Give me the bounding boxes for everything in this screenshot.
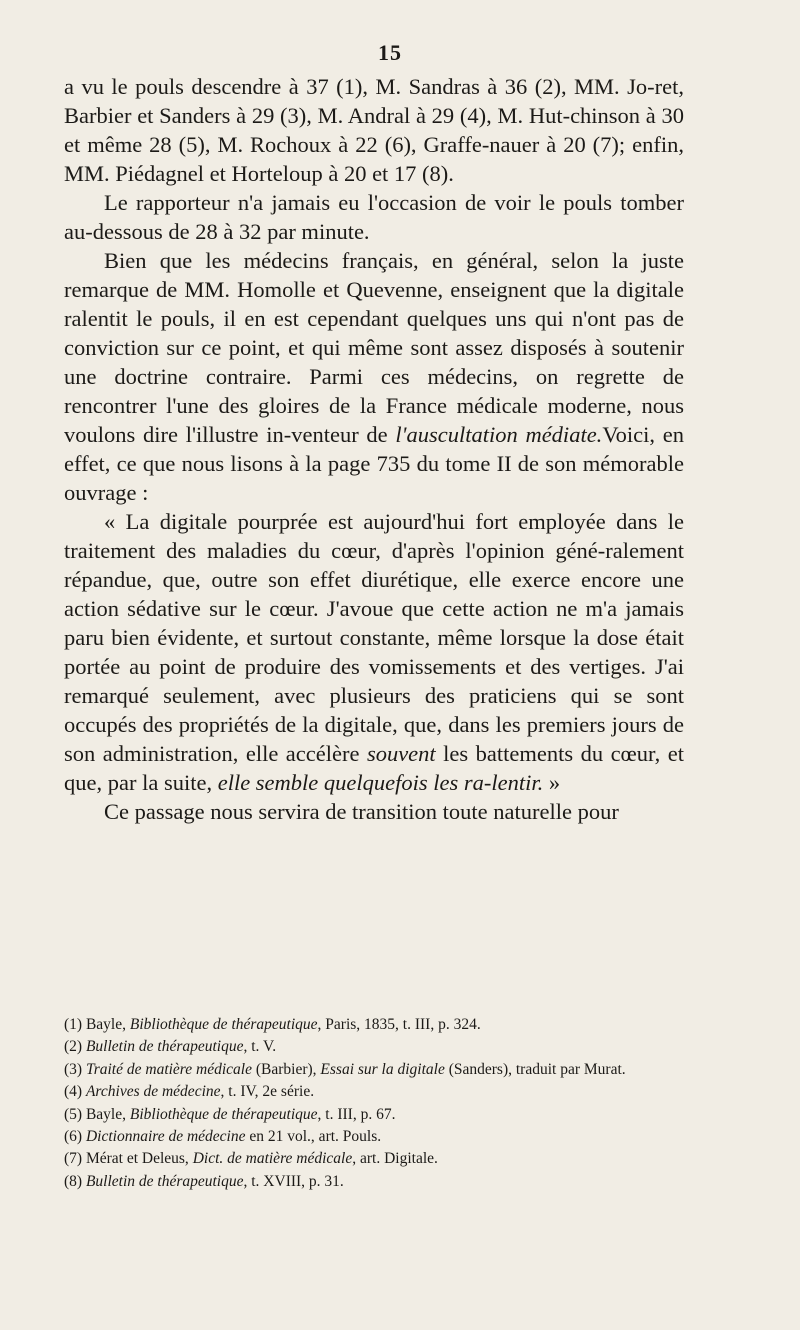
text-run: (7) Mérat et Deleus,: [64, 1150, 193, 1168]
text-run: Ce passage nous servira de transition toute naturelle pour: [104, 799, 619, 824]
text-run: Bien que les médecins français, en général, selon la juste remarque de MM. Homolle et Quevenne, enseignent que la digitale ralentit le pouls, il en est cependant quelques uns qui n'ont pas de conviction sur ce point, et qui même sont assez disposés à soutenir une doctrine contraire. Parmi ces médecins, on regrette de rencontrer l'une des gloires de la France médicale moderne, nous voulons dire l'illustre in-venteur de: [64, 248, 684, 447]
italic-text: Archives de médecine: [85, 1083, 221, 1101]
footnote: [64, 1014, 689, 1036]
italic-text: Bulletin de thérapeutique: [85, 1038, 244, 1056]
footnote: [64, 1126, 689, 1148]
text-run: , t. XVIII, p. 31.: [243, 1172, 344, 1190]
paragraph: [64, 797, 684, 826]
text-run: a vu le pouls descendre à 37 (1), M. Sandras à 36 (2), MM. Jo-ret, Barbier et Sanders à 29 (3), M. Andral à 29 (4), M. Hut-chinson à 30 et même 28 (5), M. Rochoux à 22 (6), Graffe-nauer à 20 (7); enfin, MM. Piédagnel et Horteloup à 20 et 17 (8).: [64, 74, 684, 186]
italic-text: Bibliothèque de thérapeutique: [129, 1105, 318, 1123]
text-run: , t. III, p. 67.: [317, 1105, 396, 1123]
footnote: [64, 1148, 689, 1170]
italic-text: Bulletin de thérapeutique: [85, 1172, 244, 1190]
italic-text: l'auscultation médiate.: [395, 422, 603, 447]
italic-text: elle semble quelquefois les ra-lentir.: [217, 770, 544, 795]
paragraph: [64, 246, 684, 507]
text-run: , art. Digitale.: [352, 1150, 438, 1168]
text-run: »: [543, 770, 561, 795]
footnote: [64, 1104, 689, 1126]
text-run: en 21 vol., art. Pouls.: [245, 1128, 382, 1146]
italic-text: Bibliothèque de thérapeutique: [129, 1016, 318, 1033]
footnote: [64, 1059, 689, 1081]
italic-text: souvent: [366, 741, 436, 766]
text-run: (8): [64, 1172, 86, 1190]
text-run: (5) Bayle,: [64, 1105, 130, 1123]
text-run: , t. V.: [243, 1038, 277, 1056]
paragraph: [64, 72, 684, 188]
text-run: , t. IV, 2e série.: [220, 1083, 315, 1101]
footnote: [64, 1171, 689, 1193]
footnote: [64, 1081, 689, 1103]
italic-text: Dict. de matière médicale: [192, 1150, 353, 1168]
italic-text: Dictionnaire de médecine: [85, 1128, 246, 1146]
text-run: (4): [64, 1083, 86, 1101]
text-run: (1) Bayle,: [64, 1016, 130, 1033]
footnotes: [64, 1014, 689, 1193]
text-run: les battements du cœur, et que, par la suite,: [64, 741, 684, 795]
text-run: (3): [64, 1060, 86, 1078]
italic-text: Traité de matière médicale: [85, 1060, 252, 1078]
text-run: (6): [64, 1128, 86, 1146]
text-run: (2): [64, 1038, 86, 1056]
footnote: [64, 1036, 689, 1058]
text-run: (Barbier),: [251, 1060, 321, 1078]
paragraph: [64, 188, 684, 246]
text-run: (Sanders), traduit par Murat.: [444, 1060, 626, 1078]
page-number: 15: [378, 40, 402, 65]
text-run: « La digitale pourprée est aujourd'hui fort employée dans le traitement des maladies du cœur, d'après l'opinion géné-ralement répandue, que, outre son effet diurétique, elle exerce encore une action sédative sur le cœur. J'avoue que cette action ne m'a jamais paru bien évidente, et surtout constante, même lorsque la dose était portée au point de produire des vomissements et des vertiges. J'ai remarqué seulement, avec plusieurs des praticiens qui se sont occupés des propriétés de la digitale, que, dans les premiers jours de son administration, elle accélère: [64, 509, 684, 766]
main-text: [64, 72, 684, 826]
text-run: Le rapporteur n'a jamais eu l'occasion de voir le pouls tomber au-dessous de 28 à 32 par minute.: [64, 190, 684, 244]
text-run: , Paris, 1835, t. III, p. 324.: [317, 1016, 481, 1033]
text-run: Voici, en effet, ce que nous lisons à la page 735 du tome II de son mémorable ouvrage :: [64, 422, 684, 505]
paragraph: [64, 507, 684, 797]
italic-text: Essai sur la digitale: [320, 1060, 445, 1078]
